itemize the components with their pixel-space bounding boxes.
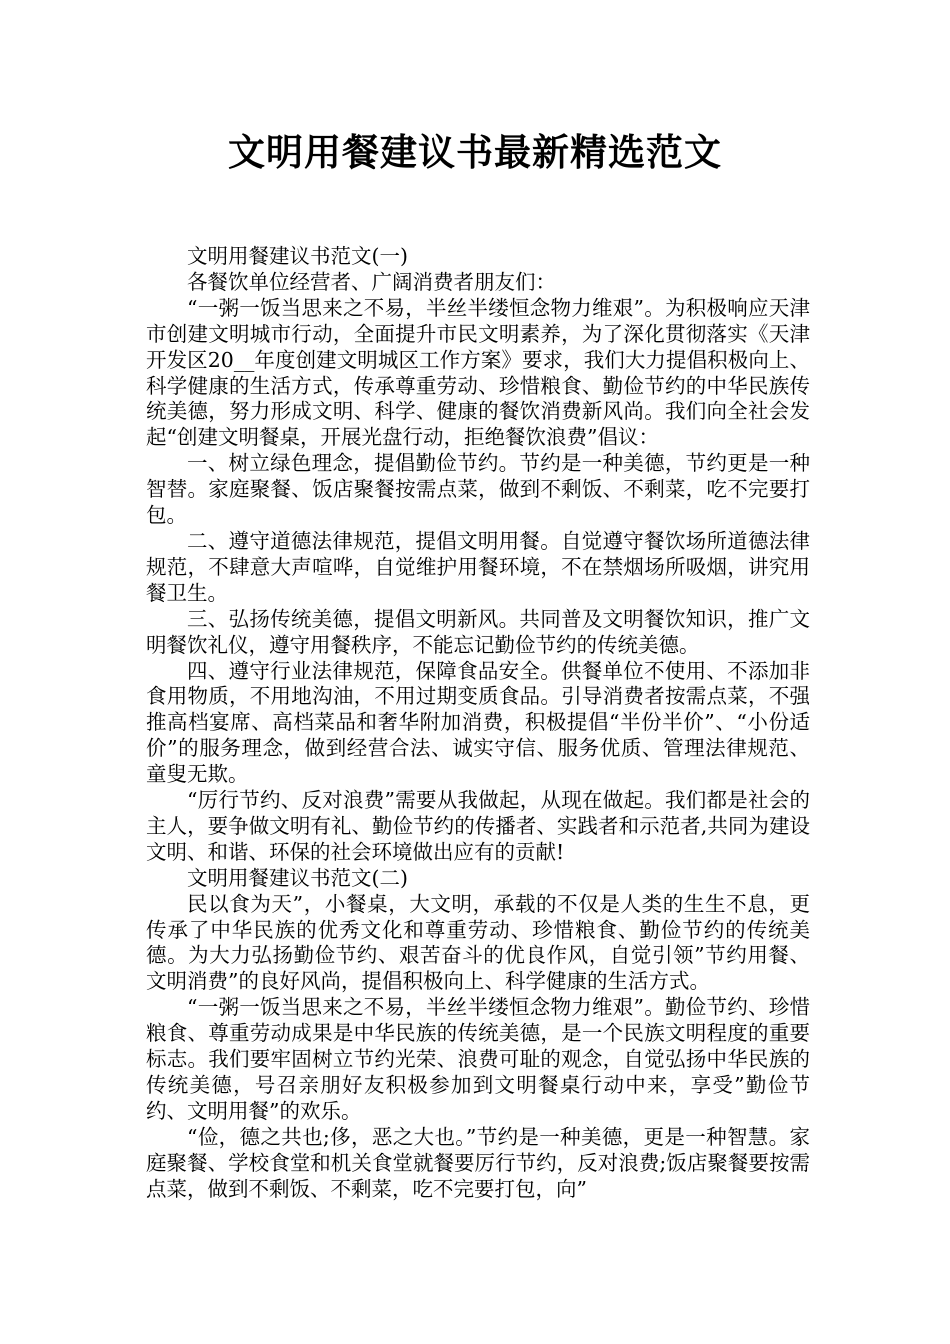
document-title: 文明用餐建议书最新精选范文: [228, 131, 722, 174]
section-heading-2: 文明用餐建议书范文(二): [187, 865, 408, 890]
paragraph: “俭，德之共也;侈，恶之大也。”节约是一种美德，更是一种智慧。家庭聚餐、学校食堂和机关食堂就餐要厉行节约，反对浪费;饭店聚餐要按需点菜，做到不剩饭、不剩菜，吃不完要打包，向”: [146, 1124, 810, 1201]
salutation: 各餐饮单位经营者、广阔消费者朋友们：: [187, 269, 556, 294]
paragraph: “一粥一饭当思来之不易，半丝半缕恒念物力维艰”。为积极响应天津市创建文明城市行动，全面提升市民文明素养，为了深化贯彻落实《天津开发区20__年度创建文明城区工作方案》要求，我们大力提倡积极向上、科学健康的生活方式，传承尊重劳动、珍惜粮食、勤俭节约的中华民族传统美德，努力形成文明、科学、健康的餐饮消费新风尚。我们向全社会发起“创建文明餐桌，开展光盘行动，拒绝餐饮浪费”倡议：: [146, 295, 810, 450]
paragraph: 民以食为天”，小餐桌，大文明，承载的不仅是人类的生生不息，更传承了中华民族的优秀文化和尊重劳动、珍惜粮食、勤俭节约的传统美德。为大力弘扬勤俭节约、艰苦奋斗的优良作风，自觉引领”节约用餐、文明消费”的良好风尚，提倡积极向上、科学健康的生活方式。: [146, 891, 810, 994]
paragraph: “一粥一饭当思来之不易，半丝半缕恒念物力维艰”。勤俭节约、珍惜粮食、尊重劳动成果是中华民族的传统美德，是一个民族文明程度的重要标志。我们要牢固树立节约光荣、浪费可耻的观念，自觉弘扬中华民族的传统美德，号召亲朋好友积极参加到文明餐桌行动中来，享受”勤俭节约、文明用餐”的欢乐。: [146, 995, 810, 1123]
paragraph: “厉行节约、反对浪费”需要从我做起，从现在做起。我们都是社会的主人，要争做文明有礼、勤俭节约的传播者、实践者和示范者,共同为建设文明、和谐、环保的社会环境做出应有的贡献!: [146, 788, 810, 864]
section-heading-1: 文明用餐建议书范文(一): [187, 244, 408, 268]
paragraph: 三、弘扬传统美德，提倡文明新风。共同普及文明餐饮知识，推广文明餐饮礼仪，遵守用餐秩序，不能忘记勤俭节约的传统美德。: [146, 606, 810, 657]
paragraph: 二、遵守道德法律规范，提倡文明用餐。自觉遵守餐饮场所道德法律规范，不肆意大声喧哗，自觉维护用餐环境，不在禁烟场所吸烟，讲究用餐卫生。: [146, 528, 810, 605]
paragraph: 一、树立绿色理念，提倡勤俭节约。节约是一种美德，节约更是一种智替。家庭聚餐、饭店聚餐按需点菜，做到不剩饭、不剩菜，吃不完要打包。: [146, 451, 810, 528]
document-body: [146, 244, 810, 1203]
paragraph: 四、遵守行业法律规范，保障食品安全。供餐单位不使用、不添加非食用物质，不用地沟油，不用过期变质食品。引导消费者按需点菜，不强推高档宴席、高档菜品和奢华附加消费，积极提倡“半份半价”、“小份适价”的服务理念，做到经营合法、诚实守信、服务优质、管理法律规范、童叟无欺。: [146, 658, 810, 787]
